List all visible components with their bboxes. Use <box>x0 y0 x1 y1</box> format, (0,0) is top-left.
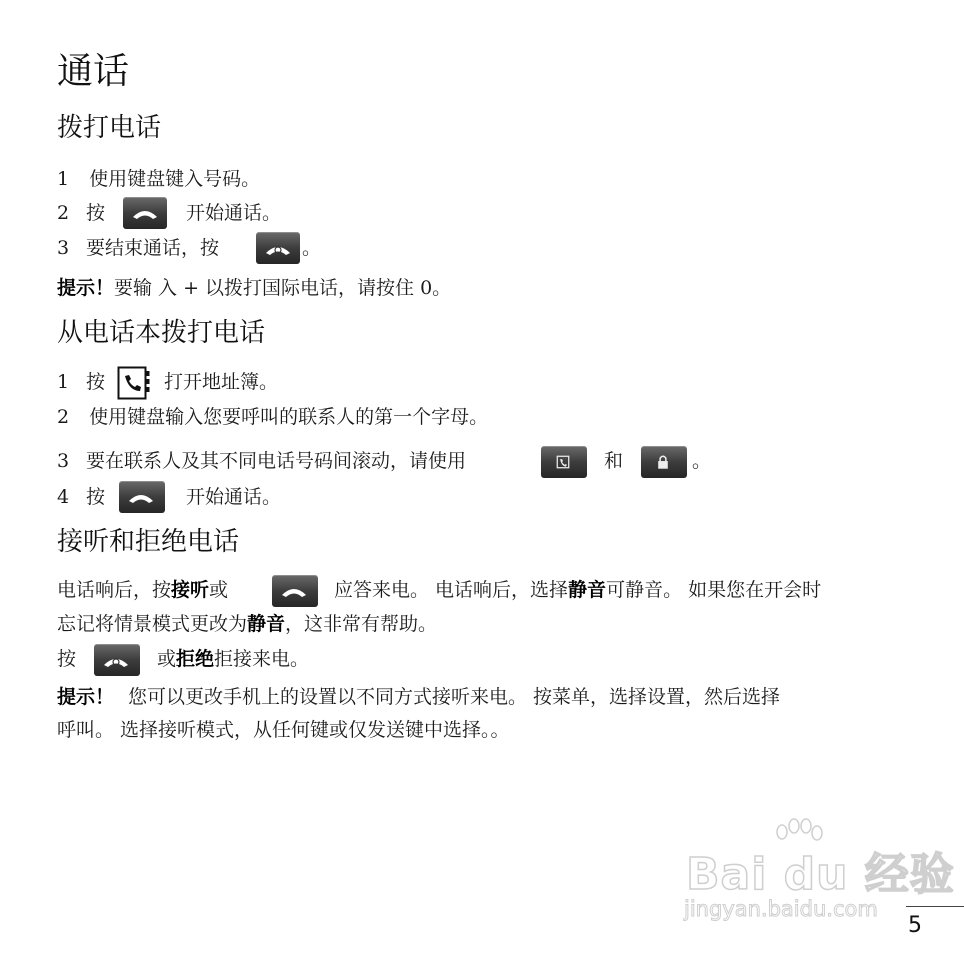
contacts-key-icon <box>117 366 151 400</box>
answer-line-3b <box>157 650 309 669</box>
contacts-step-1-pre: 按 <box>86 371 106 393</box>
answer-tip-line-2: 呼叫。 选择接听模式，从任何键或仅发送键中选择。。 <box>57 719 510 741</box>
answer-line-3a: 按 <box>57 648 77 670</box>
answer-term: 接听 <box>171 579 210 601</box>
lock-key-icon <box>641 446 687 478</box>
section-heading-answer: 接听和拒绝电话 <box>57 527 240 557</box>
end-key-icon <box>94 644 140 676</box>
text: 可静音。 如果您在开会时 <box>606 579 822 601</box>
send-key-icon <box>123 197 167 229</box>
text: 忘记将情景模式更改为 <box>57 613 248 635</box>
tip-text: 您可以更改手机上的设置以不同方式接听来电。 按菜单，选择设置，然后选择 <box>128 686 781 708</box>
section-heading-dial: 拨打电话 <box>57 113 162 143</box>
text: 电话响后，按 <box>57 579 172 601</box>
dial-step-1 <box>57 170 260 189</box>
page-rule <box>906 906 964 907</box>
page-title: 通话 <box>57 51 130 92</box>
dial-tip <box>57 279 451 298</box>
tip-text: 要输 入 + 以拨打国际电话，请按住 0。 <box>114 277 452 299</box>
send-key-icon <box>119 481 165 513</box>
end-key-icon <box>256 232 300 264</box>
text: 或 <box>209 579 229 601</box>
tip-label: 提示！ <box>57 277 115 299</box>
contacts-step-4-post: 开始通话。 <box>186 486 282 508</box>
dial-step-2-post: 开始通话。 <box>186 202 282 224</box>
paw-watermark-icon <box>770 818 826 864</box>
contacts-step-3-number: 3 <box>57 450 70 472</box>
contacts-step-3-post: 。 <box>692 450 712 472</box>
page-number: 5 <box>908 913 922 938</box>
step-number: 1 <box>57 168 70 190</box>
section-heading-contacts: 从电话本拨打电话 <box>57 318 266 348</box>
contacts-step-1-post: 打开地址簿。 <box>164 371 279 393</box>
text: 或 <box>157 648 177 670</box>
contacts-step-1-number: 1 <box>57 371 70 393</box>
baidu-watermark-logo: Bai du 经验 <box>686 849 955 900</box>
mute-term: 静音 <box>568 579 607 601</box>
text: 拒接来电。 <box>214 648 310 670</box>
send-key-icon <box>272 575 318 607</box>
dial-step-3-pre: 要结束通话，按 <box>86 237 220 259</box>
dial-step-3-number: 3 <box>57 237 70 259</box>
side-contacts-key-icon <box>541 446 587 478</box>
reject-term: 拒绝 <box>176 648 215 670</box>
contacts-step-4-pre: 按 <box>86 486 106 508</box>
step-text: 使用键盘输入您要呼叫的联系人的第一个字母。 <box>89 406 489 428</box>
contacts-step-2 <box>57 408 488 427</box>
answer-line-1b <box>334 581 821 600</box>
text: 应答来电。 电话响后，选择 <box>334 579 569 601</box>
answer-tip-line-1 <box>57 688 780 707</box>
text: ，这非常有帮助。 <box>285 613 438 635</box>
answer-line-2 <box>57 615 437 634</box>
dial-step-3-post: 。 <box>302 237 322 259</box>
contacts-step-3-mid: 和 <box>604 450 624 472</box>
step-number: 2 <box>57 406 70 428</box>
contacts-step-4-number: 4 <box>57 486 70 508</box>
answer-line-1a <box>57 581 228 600</box>
contacts-step-3-pre: 要在联系人及其不同电话号码间滚动，请使用 <box>86 450 467 472</box>
mute-term: 静音 <box>247 613 286 635</box>
baidu-watermark-url: jingyan.baidu.com <box>684 897 878 921</box>
dial-step-2-pre: 按 <box>86 202 106 224</box>
dial-step-2-number: 2 <box>57 202 70 224</box>
tip-label: 提示！ <box>57 686 115 708</box>
step-text: 使用键盘键入号码。 <box>89 168 261 190</box>
